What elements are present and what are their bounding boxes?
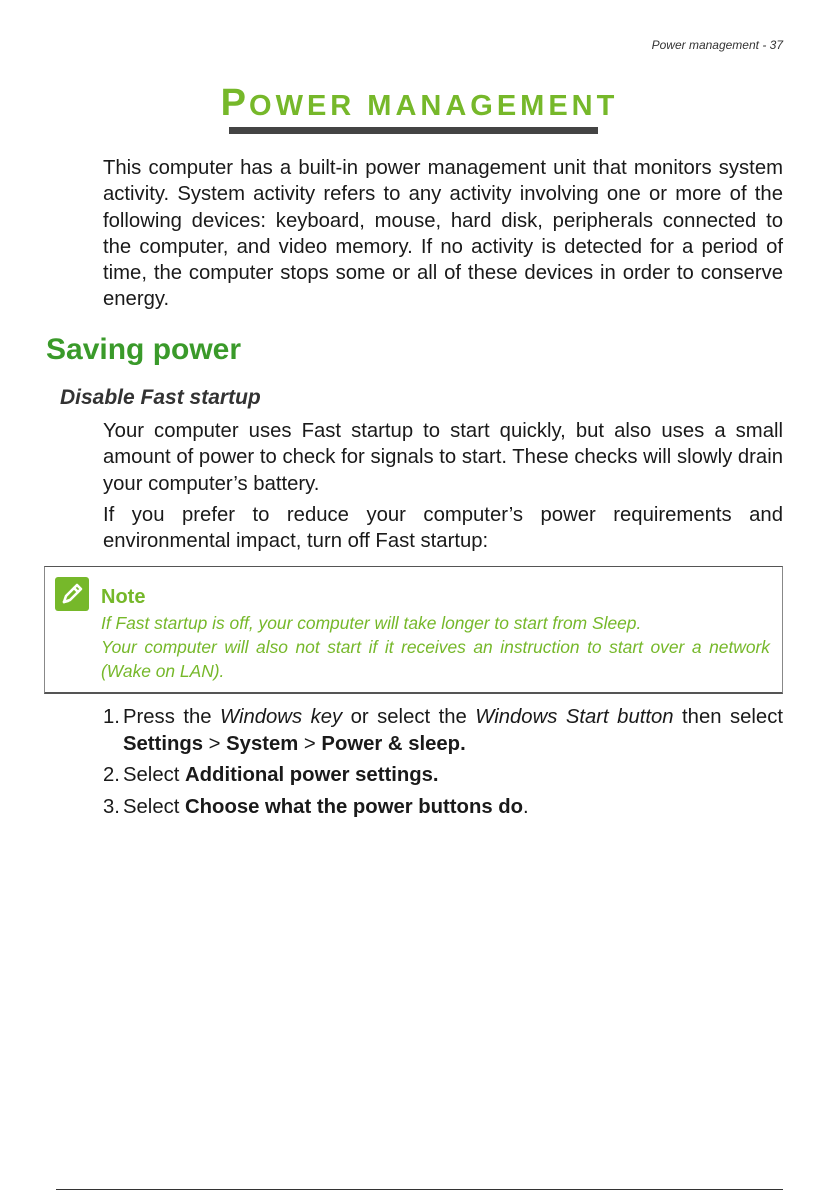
section-heading: Saving power — [46, 333, 242, 366]
pencil-icon — [55, 577, 89, 611]
intro-paragraph: This computer has a built-in power management unit that monitors system activity. System activity refers to any activity involving one or more of the following devices: keyboard, mouse, hard disk, peripherals connected to the computer, and video memory. If no activity is detected for a period of time, the computer stops some or all of these devices in order to conserve energy. — [103, 157, 783, 311]
step-1 — [103, 704, 783, 758]
running-header: Power management - 37 — [651, 38, 783, 52]
chapter-title-initial: P — [220, 82, 250, 124]
title-underline — [229, 127, 598, 134]
note-line-2: Your computer will also not start if it receives an instruction to start over a network (Wake on LAN). — [101, 637, 770, 681]
footer-rule — [56, 1189, 783, 1190]
reduce-power-paragraph: If you prefer to reduce your computer’s power requirements and environmental impact, turn off Fast startup: — [103, 504, 783, 553]
chapter-title-rest: OWER MANAGEMENT — [249, 90, 619, 122]
note-line-1: If Fast startup is off, your computer will take longer to start from Sleep. — [101, 613, 642, 633]
step-2 — [103, 762, 783, 789]
sub-heading: Disable Fast startup — [60, 386, 261, 409]
step-text: Press the Windows key or select the Windows Start button then select Settings > System > Power & sleep. — [123, 706, 783, 755]
note-label: Note — [101, 586, 146, 608]
step-3 — [103, 794, 783, 821]
step-text: Select Choose what the power buttons do. — [123, 796, 529, 818]
chapter-title — [0, 82, 839, 125]
fast-startup-paragraph: Your computer uses Fast startup to start quickly, but also uses a small amount of power to check for signals to start. These checks will slowly drain your computer’s battery. — [103, 420, 783, 495]
step-text: Select Additional power settings. — [123, 764, 439, 786]
step-number: 3. — [103, 796, 120, 818]
step-number: 1. — [103, 706, 120, 728]
step-number: 2. — [103, 764, 120, 786]
